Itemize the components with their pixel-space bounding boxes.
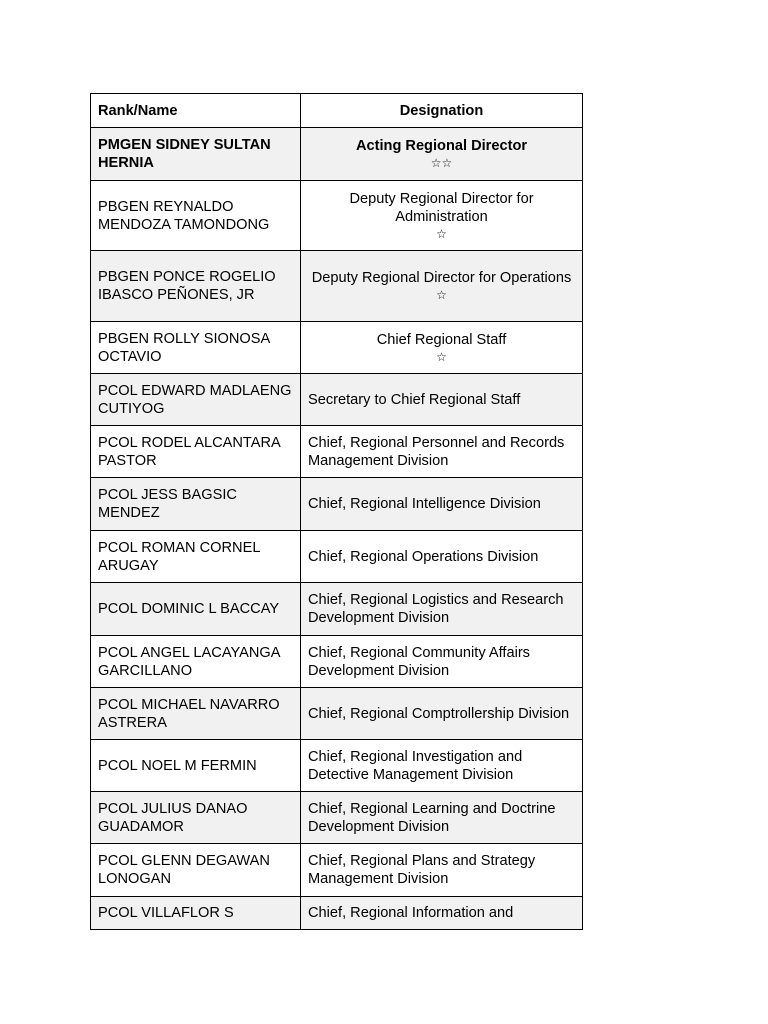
designation-cell: Chief, Regional Personnel and Records Management Division bbox=[301, 426, 583, 478]
roster-table bbox=[90, 93, 583, 930]
designation-cell: Chief, Regional Plans and Strategy Management Division bbox=[301, 844, 583, 897]
table-row bbox=[91, 688, 583, 740]
designation-cell bbox=[301, 128, 583, 181]
designation-cell: Chief, Regional Learning and Doctrine Development Division bbox=[301, 792, 583, 844]
designation-cell bbox=[301, 251, 583, 322]
rank-star-icon: ☆☆ bbox=[430, 156, 453, 170]
rank-name-cell: PBGEN REYNALDO MENDOZA TAMONDONG bbox=[91, 181, 301, 251]
rank-name-cell: PCOL MICHAEL NAVARRO ASTRERA bbox=[91, 688, 301, 740]
designation-cell: Chief, Regional Logistics and Research Development Division bbox=[301, 583, 583, 636]
table-row bbox=[91, 128, 583, 181]
table-row bbox=[91, 181, 583, 251]
table-row bbox=[91, 251, 583, 322]
designation-cell: Chief, Regional Intelligence Division bbox=[301, 478, 583, 531]
designation-cell: Chief, Regional Operations Division bbox=[301, 531, 583, 583]
designation-cell bbox=[301, 181, 583, 251]
rank-star-icon: ☆ bbox=[436, 349, 447, 364]
rank-star-icon: ☆ bbox=[436, 288, 447, 302]
designation-text: Acting Regional Director bbox=[355, 138, 528, 154]
table-row bbox=[91, 322, 583, 374]
rank-name-cell: PCOL JULIUS DANAO GUADAMOR bbox=[91, 792, 301, 844]
rank-name-cell: PCOL JESS BAGSIC MENDEZ bbox=[91, 478, 301, 531]
rank-name-cell: PCOL GLENN DEGAWAN LONOGAN bbox=[91, 844, 301, 897]
designation-cell bbox=[301, 322, 583, 374]
table-row bbox=[91, 531, 583, 583]
rank-star-icon: ☆ bbox=[436, 226, 447, 241]
table-row bbox=[91, 374, 583, 426]
rank-name-cell: PCOL DOMINIC L BACCAY bbox=[91, 583, 301, 636]
rank-name-cell: PCOL ROMAN CORNEL ARUGAY bbox=[91, 531, 301, 583]
header-designation: Designation bbox=[301, 94, 583, 128]
rank-name-cell: PCOL EDWARD MADLAENG CUTIYOG bbox=[91, 374, 301, 426]
table-row bbox=[91, 583, 583, 636]
designation-cell: Secretary to Chief Regional Staff bbox=[301, 374, 583, 426]
table-row bbox=[91, 897, 583, 930]
table-row bbox=[91, 426, 583, 478]
designation-text: Chief Regional Staff bbox=[376, 331, 507, 348]
table-row bbox=[91, 792, 583, 844]
designation-text: Deputy Regional Director for Operations bbox=[311, 270, 572, 286]
designation-cell: Chief, Regional Community Affairs Development Division bbox=[301, 636, 583, 688]
designation-text: Deputy Regional Director for Administration bbox=[349, 190, 534, 225]
rank-name-cell: PMGEN SIDNEY SULTAN HERNIA bbox=[91, 128, 301, 181]
rank-name-cell: PCOL ANGEL LACAYANGA GARCILLANO bbox=[91, 636, 301, 688]
rank-name-cell: PBGEN ROLLY SIONOSA OCTAVIO bbox=[91, 322, 301, 374]
table-row bbox=[91, 636, 583, 688]
table-row bbox=[91, 740, 583, 792]
table-row bbox=[91, 844, 583, 897]
designation-cell: Chief, Regional Investigation and Detective Management Division bbox=[301, 740, 583, 792]
table-header-row bbox=[91, 94, 583, 128]
table-row bbox=[91, 478, 583, 531]
designation-cell: Chief, Regional Comptrollership Division bbox=[301, 688, 583, 740]
header-rank-name: Rank/Name bbox=[91, 94, 301, 128]
rank-name-cell: PCOL NOEL M FERMIN bbox=[91, 740, 301, 792]
rank-name-cell: PCOL VILLAFLOR S bbox=[91, 897, 301, 930]
rank-name-cell: PBGEN PONCE ROGELIO IBASCO PEÑONES, JR bbox=[91, 251, 301, 322]
designation-cell: Chief, Regional Information and bbox=[301, 897, 583, 930]
rank-name-cell: PCOL RODEL ALCANTARA PASTOR bbox=[91, 426, 301, 478]
